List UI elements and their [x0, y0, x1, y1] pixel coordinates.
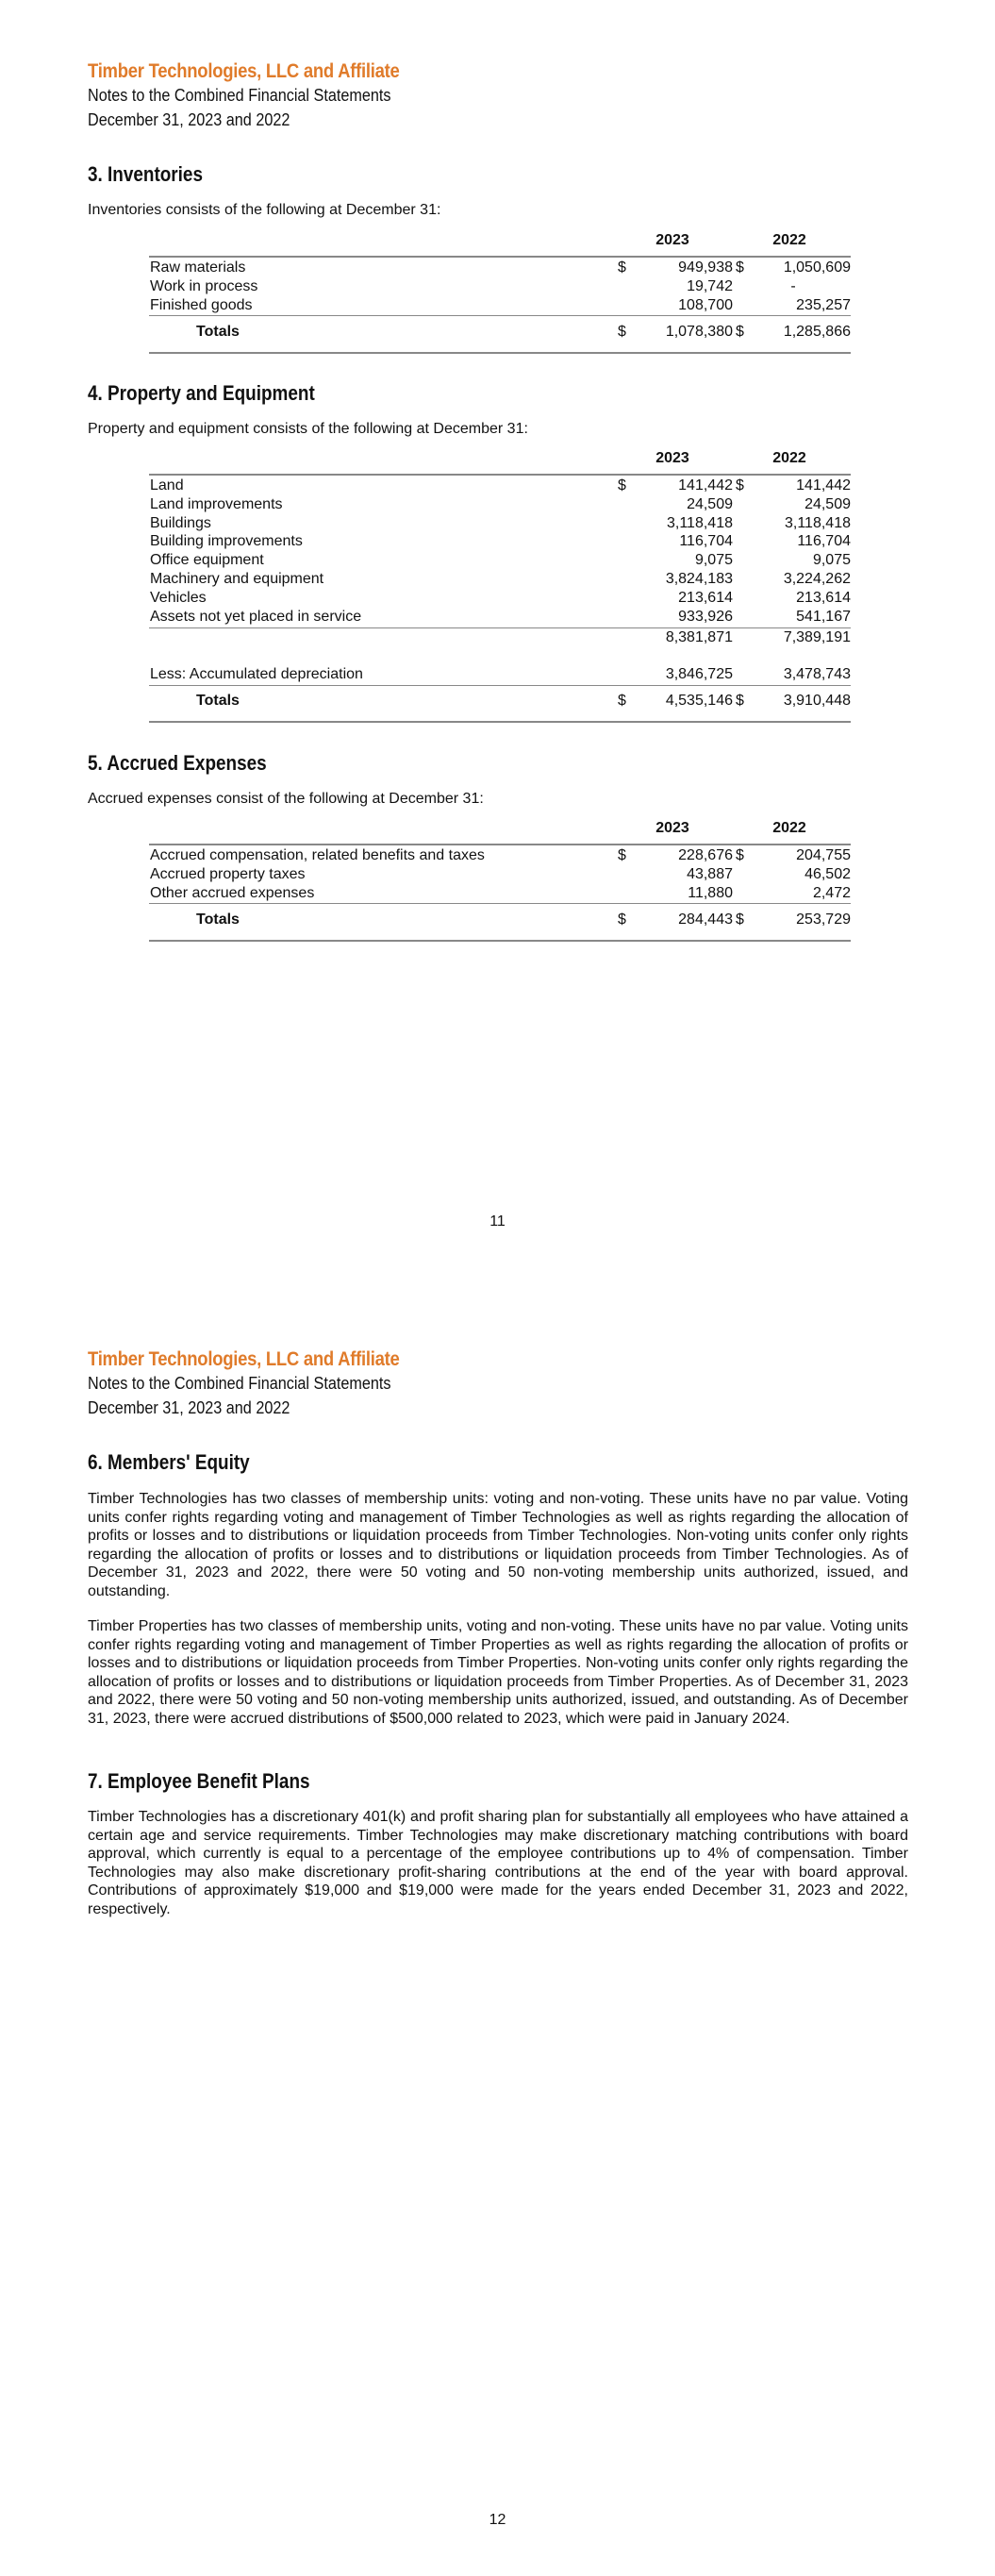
value-2023: 1,078,380	[665, 324, 733, 340]
row-label: Land	[150, 477, 184, 493]
section-members-equity	[88, 1450, 276, 1475]
table-row	[149, 589, 851, 608]
total-row	[149, 692, 851, 711]
section-title: 6. Members' Equity	[88, 1450, 250, 1474]
value-2022: 1,050,609	[783, 259, 851, 276]
currency-symbol: $	[736, 259, 744, 276]
value-2023: 228,676	[678, 847, 733, 863]
page-header	[88, 1348, 442, 1420]
row-label: Less: Accumulated depreciation	[150, 666, 363, 682]
currency-symbol: $	[618, 912, 626, 928]
value-2022: 3,910,448	[783, 693, 851, 709]
value-2022: 46,502	[804, 865, 851, 882]
table-row	[149, 296, 851, 315]
row-label: Assets not yet placed in service	[150, 608, 362, 625]
row-label: Vehicles	[150, 589, 207, 606]
currency-symbol: $	[736, 324, 744, 340]
value-2023: 116,704	[679, 533, 733, 550]
subtotal-rule	[149, 903, 851, 904]
row-label: Accrued compensation, related benefits and taxes	[150, 847, 485, 863]
value-2022: 9,075	[812, 552, 851, 569]
statement-date: December 31, 2023 and 2022	[88, 110, 290, 129]
section-accrued-expenses	[88, 751, 484, 808]
value-2022: 204,755	[796, 847, 851, 863]
year-header-2023: 2023	[655, 232, 689, 248]
value-2023: 4,535,146	[665, 693, 733, 709]
currency-symbol: $	[618, 259, 626, 276]
section-intro: Accrued expenses consist of the following at December 31:	[88, 791, 484, 807]
value-2023: 141,442	[678, 477, 733, 493]
value-2022: 7,389,191	[783, 629, 851, 645]
value-2022: 253,729	[796, 912, 851, 928]
equity-paragraph-2: Timber Properties has two classes of membership units, voting and non-voting. These units have no par value. Voting units confer rights regarding voting and management of Timber Properties as well as rights regarding the allocation of profits or losses and to distributions or liquidation proceeds from Timber Properties. Non-voting units confer only rights regarding the allocation of profits or losses and to distributions or liquidation proceeds from Timber Properties. As of December 31, 2023 and 2022, there were 50 voting and 50 non-voting membership units authorized, issued, and outstanding. As of December 31, 2023, there were accrued distributions of $500,000 related to 2023, which were paid in January 2024.	[88, 1618, 908, 1727]
total-row	[149, 323, 851, 342]
row-label: Totals	[196, 912, 240, 928]
currency-symbol: $	[618, 693, 626, 709]
table-row	[149, 884, 851, 903]
year-header-2023: 2023	[655, 450, 689, 466]
currency-symbol: $	[736, 477, 744, 493]
section-intro: Inventories consists of the following at December 31:	[88, 202, 441, 218]
company-name: Timber Technologies, LLC and Affiliate	[88, 60, 400, 82]
row-label: Work in process	[150, 277, 258, 294]
row-label: Finished goods	[150, 296, 253, 313]
currency-symbol: $	[618, 847, 626, 863]
value-2022: 116,704	[797, 533, 851, 550]
value-2023: 11,880	[688, 884, 733, 901]
section-property-equipment	[88, 381, 528, 438]
table-row	[149, 532, 851, 551]
year-header-2023: 2023	[655, 820, 689, 836]
value-2022: 3,224,262	[783, 570, 851, 587]
table-row	[149, 551, 851, 570]
table-row	[149, 865, 851, 884]
value-2022: 541,167	[796, 608, 851, 625]
table-row	[149, 259, 851, 277]
header-rule	[149, 474, 851, 476]
subtotal-rule	[149, 685, 851, 686]
subtotal-row	[149, 628, 851, 647]
value-2022: 213,614	[796, 589, 851, 606]
header-rule	[149, 256, 851, 258]
total-rule	[149, 352, 851, 354]
benefit-paragraph: Timber Technologies has a discretionary 401(k) and profit sharing plan for substantially all employees who have attained a certain age and service requirements. Timber Technologies may make discretionary matching contributions with board approval, which currently is equal to a percentage of the employee contributions up to 4% of compensation. Timber Technologies may also make discretionary profit-sharing contributions at the end of the year with board approval. Contributions of approximately $19,000 and $19,000 were made for the years ended December 31, 2023 and 2022, respectively.	[88, 1809, 908, 1917]
table-row	[149, 277, 851, 296]
page-number: 11	[489, 1213, 506, 1229]
section-intro: Property and equipment consists of the following at December 31:	[88, 421, 528, 437]
row-label: Totals	[196, 693, 240, 709]
section-title: 7. Employee Benefit Plans	[88, 1769, 310, 1793]
currency-symbol: $	[618, 477, 626, 493]
value-2023: 284,443	[678, 912, 733, 928]
table-row	[149, 495, 851, 514]
table-row	[149, 846, 851, 865]
section-employee-benefit-plans	[88, 1769, 346, 1794]
year-header-2022: 2022	[772, 820, 806, 836]
value-2022: 141,442	[796, 477, 851, 493]
equity-paragraph-1: Timber Technologies has two classes of membership units: voting and non-voting. These units have no par value. Voting units confer rights regarding voting and management of Timber Technologies as well as rights regarding the allocation of profits or losses and to distributions or liquidation proceeds from Timber Technologies. Non-voting units confer only rights regarding the allocation of profits or losses and to distributions or liquidation proceeds from Timber Technologies. As of December 31, 2023 and 2022, there were 50 voting and 50 non-voting membership units authorized, issued, and outstanding.	[88, 1491, 908, 1599]
section-title: 4. Property and Equipment	[88, 381, 315, 405]
company-name: Timber Technologies, LLC and Affiliate	[88, 1348, 400, 1370]
value-2023: 108,700	[678, 296, 733, 313]
table-row	[149, 570, 851, 589]
row-label: Raw materials	[150, 259, 246, 276]
row-label: Buildings	[150, 514, 211, 531]
value-2023: 3,824,183	[665, 570, 733, 587]
statement-title: Notes to the Combined Financial Statements	[88, 86, 391, 105]
row-label: Machinery and equipment	[150, 570, 324, 587]
value-2023: 933,926	[678, 608, 733, 625]
row-label: Accrued property taxes	[150, 865, 306, 882]
value-2023: 8,381,871	[665, 629, 733, 645]
section-title: 5. Accrued Expenses	[88, 751, 267, 775]
row-label: Land improvements	[150, 495, 283, 512]
value-2023: 949,938	[678, 259, 733, 276]
table-row	[149, 514, 851, 533]
row-label: Building improvements	[150, 533, 303, 550]
statement-date: December 31, 2023 and 2022	[88, 1398, 290, 1417]
statement-title: Notes to the Combined Financial Statements	[88, 1374, 391, 1393]
value-2023: 43,887	[687, 865, 733, 882]
subtotal-rule	[149, 315, 851, 316]
value-2023: 19,742	[687, 277, 733, 294]
value-2022: 1,285,866	[783, 324, 851, 340]
year-header-2022: 2022	[772, 450, 806, 466]
year-header-2022: 2022	[772, 232, 806, 248]
currency-symbol: $	[736, 693, 744, 709]
value-2023: 24,509	[687, 495, 733, 512]
total-rule	[149, 721, 851, 723]
section-inventories	[88, 162, 440, 219]
row-label: Office equipment	[150, 552, 264, 569]
header-rule	[149, 844, 851, 845]
total-rule	[149, 940, 851, 942]
table-row	[149, 608, 851, 627]
currency-symbol: $	[618, 324, 626, 340]
currency-symbol: $	[736, 912, 744, 928]
value-2023: 213,614	[678, 589, 733, 606]
depreciation-row	[149, 665, 851, 684]
value-2022: 24,509	[804, 495, 851, 512]
value-2022: 235,257	[796, 296, 851, 313]
page-header	[88, 60, 442, 132]
value-2023: 3,846,725	[665, 666, 733, 682]
value-2023: 3,118,418	[667, 514, 733, 531]
row-label: Other accrued expenses	[150, 884, 315, 901]
value-2022: -	[790, 277, 796, 294]
row-label: Totals	[196, 324, 240, 340]
section-title: 3. Inventories	[88, 162, 203, 186]
total-row	[149, 911, 851, 929]
currency-symbol: $	[736, 847, 744, 863]
page-number: 12	[489, 2512, 506, 2528]
value-2023: 9,075	[694, 552, 733, 569]
value-2022: 2,472	[812, 884, 851, 901]
table-row	[149, 477, 851, 495]
value-2022: 3,478,743	[783, 666, 851, 682]
value-2022: 3,118,418	[785, 514, 851, 531]
page-12	[0, 1288, 995, 2576]
